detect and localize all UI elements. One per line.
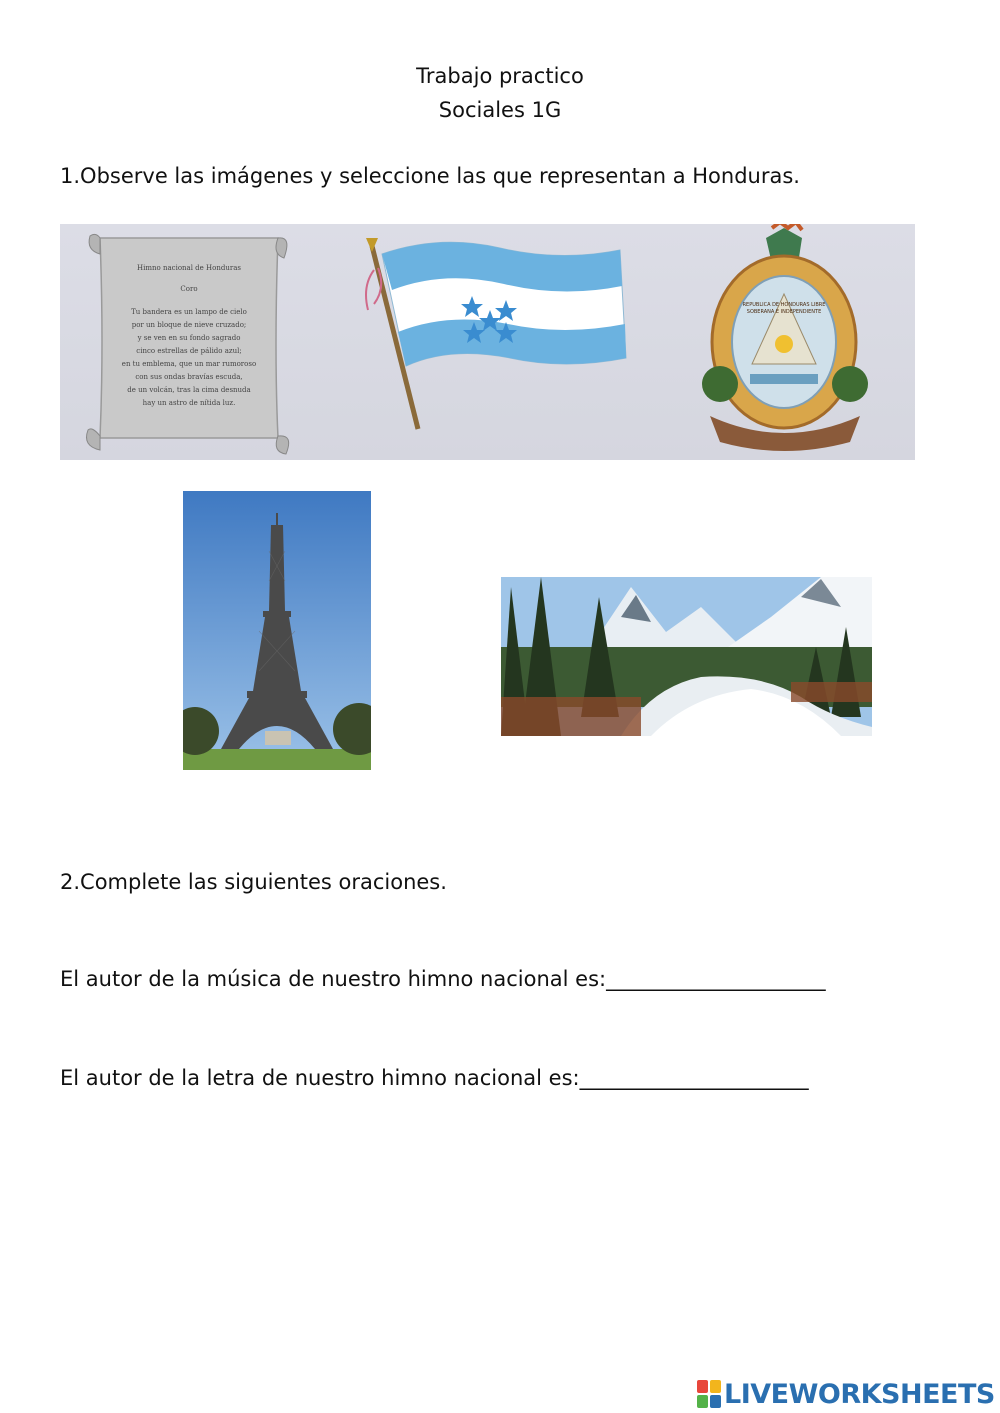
anthem-title: Himno nacional de Honduras [137, 264, 241, 272]
snowy-landscape-image[interactable] [501, 577, 872, 736]
sentence-2-text: El autor de la letra de nuestro himno nacional es: [60, 1066, 580, 1090]
worksheet-title: Trabajo practico [416, 64, 584, 88]
anthem-line: cinco estrellas de pálido azul; [136, 347, 242, 355]
sentence-1-text: El autor de la música de nuestro himno nacional es: [60, 967, 607, 991]
anthem-line: Tu bandera es un lampo de cielo [131, 308, 247, 316]
honduras-symbols-image[interactable] [60, 224, 915, 460]
eiffel-tower-image[interactable] [183, 491, 371, 770]
anthem-line: por un bloque de nieve cruzado; [131, 321, 247, 329]
sentence-music-author [60, 967, 825, 991]
liveworksheets-logo [697, 1377, 995, 1411]
sentence-lyrics-author [60, 1066, 808, 1090]
lyrics-author-blank[interactable]: ________________________ [579, 1066, 808, 1090]
anthem-line: hay un astro de nítida luz. [142, 399, 236, 407]
question-2-prompt: 2.Complete las siguientes oraciones. [60, 870, 447, 894]
logo-text: LIVEWORKSHEETS [724, 1378, 995, 1410]
logo-mark [697, 1380, 721, 1408]
flag-image [366, 238, 626, 429]
anthem-line: de un volcán, tras la cima desnuda [127, 386, 251, 394]
coat-of-arms-ribbon: REPUBLICA DE HONDURAS LIBRE SOBERANA E INDEPENDIENTE [742, 302, 826, 315]
anthem-line: en tu emblema, que un mar rumoroso [121, 360, 257, 368]
worksheet-subtitle: Sociales 1G [438, 98, 562, 122]
coat-of-arms-image [702, 224, 868, 451]
anthem-subtitle: Coro [180, 285, 198, 293]
anthem-line: y se ven en su fondo sagrado [137, 334, 241, 342]
anthem-line: con sus ondas bravías escuda, [135, 373, 243, 381]
question-1-prompt: 1.Observe las imágenes y seleccione las que representan a Honduras. [60, 164, 800, 188]
music-author-blank[interactable]: _______________________ [606, 967, 825, 991]
